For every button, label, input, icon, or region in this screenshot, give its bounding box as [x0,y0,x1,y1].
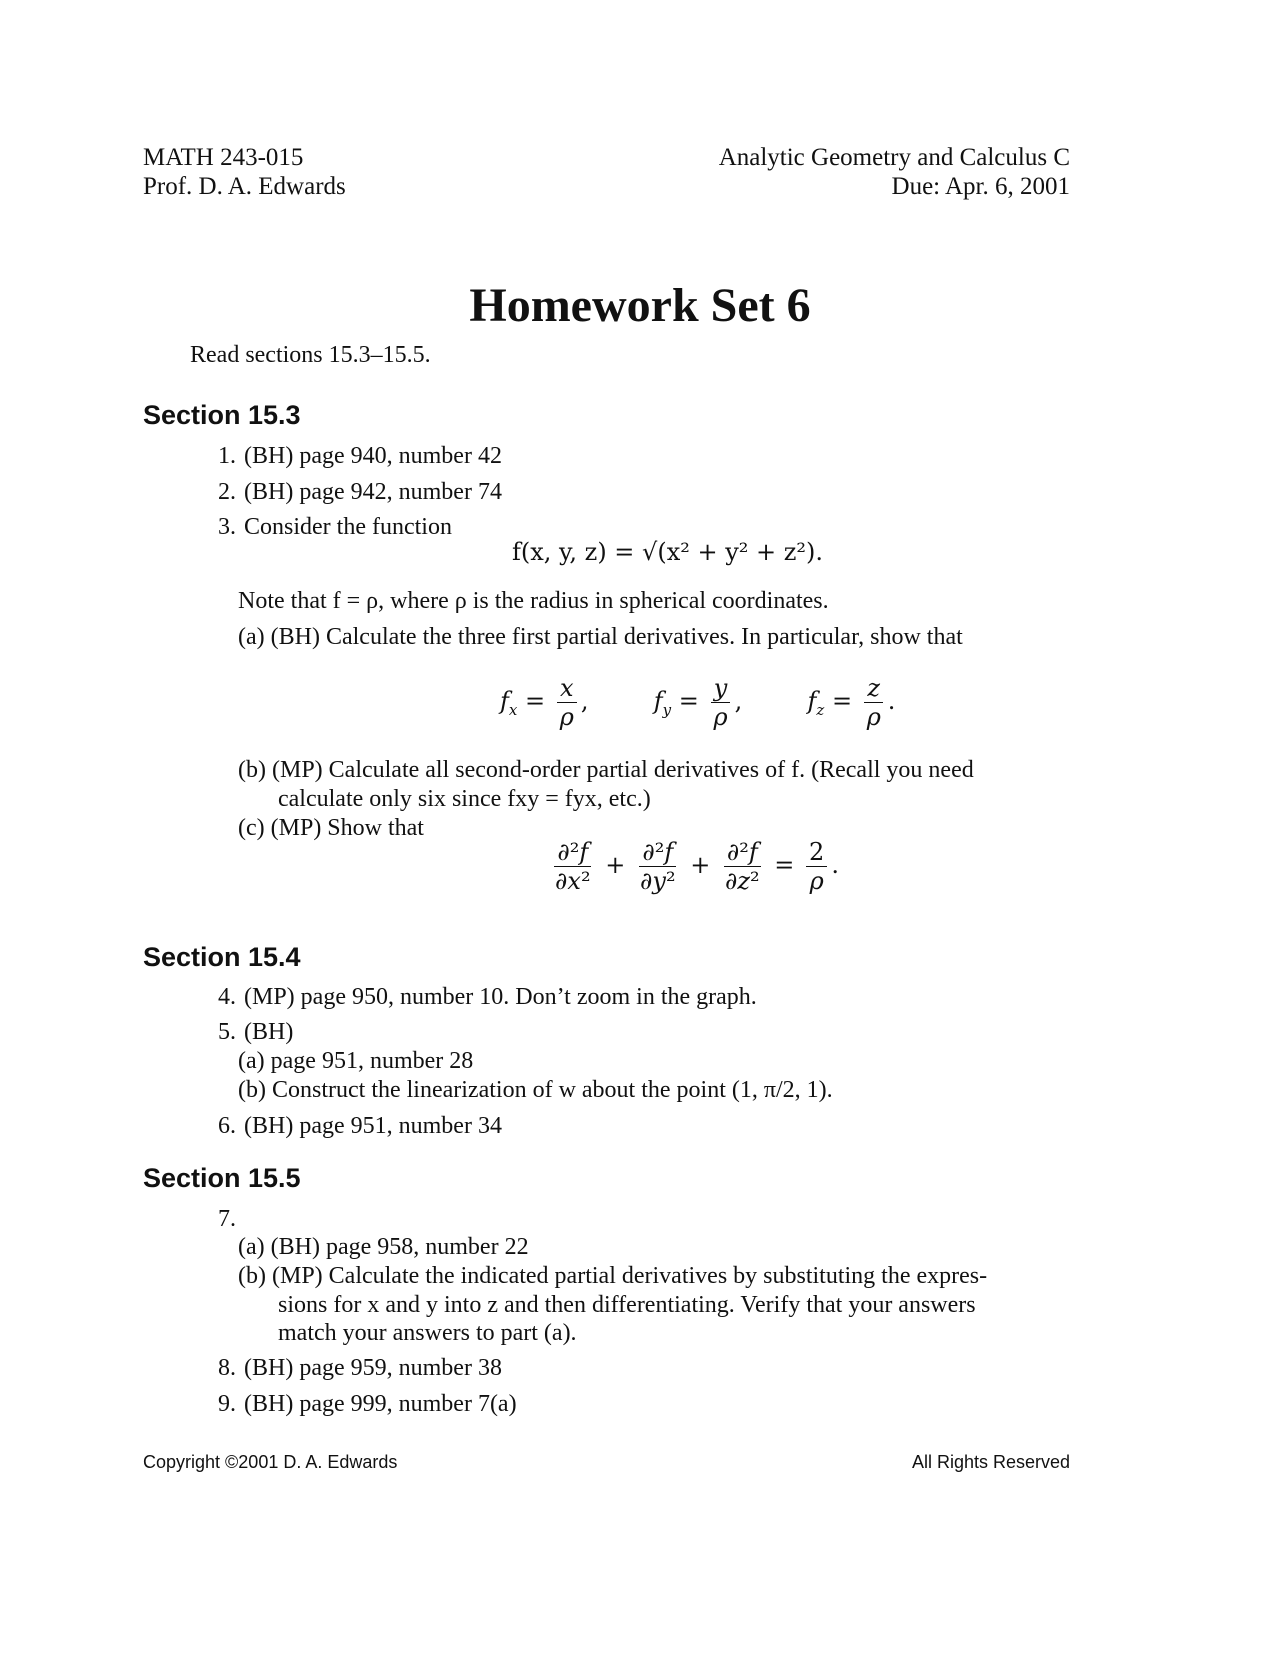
due-date: Due: Apr. 6, 2001 [891,173,1070,200]
subpart-a: (a) (BH) page 958, number 22 [238,1234,529,1260]
problem-number: 9. [218,1391,236,1417]
rights-notice: All Rights Reserved [911,1452,1070,1472]
course-code: MATH 243-015 [143,144,304,171]
problem-note: Note that f = ρ, where ρ is the radius in spherical coordinates. [238,588,829,614]
subpart-b: (b) (MP) Calculate all second-order partial derivatives of f. (Recall you need [238,757,974,783]
problem-item [200,477,502,507]
subpart-b-continued: sions for x and y into z and then differentiating. Verify that your answers [278,1292,976,1318]
problem-text: (BH) page 940, number 42 [244,443,502,469]
subpart-c: (c) (MP) Show that [238,815,424,841]
problem-text: (MP) page 950, number 10. Don’t zoom in the graph. [244,984,757,1010]
problem-text: (BH) page 999, number 7(a) [244,1391,517,1417]
subpart-b-continued: calculate only six since fxy = fyx, etc.) [278,786,651,812]
reading-assignment: Read sections 15.3–15.5. [190,342,431,368]
course-title: Analytic Geometry and Calculus C [718,144,1070,171]
problem-item [200,512,452,542]
problem-item [200,441,502,471]
problem-number: 5. [218,1019,236,1045]
problem-item [200,1353,502,1383]
subpart-b: (b) (MP) Calculate the indicated partial derivatives by substituting the expres- [238,1263,988,1289]
problem-text: (BH) [244,1019,294,1045]
problem-number: 3. [218,514,236,540]
problem-item [200,1389,517,1419]
copyright-notice: Copyright ©2001 D. A. Edwards [143,1452,398,1472]
problem-text: Consider the function [244,514,452,540]
section-heading: Section 15.4 [143,942,301,972]
partial-derivative-equations: $f_x$ = $\frac{x}{\rho}$ , $f_y$ = $\frac{y}{\rho}$ , $f_z$ = $\frac{z}{\rho}$ . [500,674,896,731]
problem-item [200,982,757,1012]
problem-number: 7. [218,1206,236,1232]
laplacian-equation: $\frac{\text{∂²f}}{\text{∂x²}}$ + $\frac{\text{∂²f}}{\text{∂y²}}$ + $\frac{\text{∂²f}}{\text{∂z²}}$ = $\frac{2}{\rho}$ . [555,838,839,895]
subpart-a: (a) page 951, number 28 [238,1048,474,1074]
page-title: Homework Set 6 [469,279,811,332]
problem-number: 6. [218,1113,236,1139]
problem-number: 1. [218,443,236,469]
problem-number: 2. [218,479,236,505]
problem-number: 4. [218,984,236,1010]
problem-text: (BH) page 959, number 38 [244,1355,502,1381]
problem-item [200,1017,293,1047]
problem-item [200,1111,502,1141]
subpart-b-continued: match your answers to part (a). [278,1320,577,1346]
problem-number: 8. [218,1355,236,1381]
problem-text: (BH) page 942, number 74 [244,479,502,505]
professor-name: Prof. D. A. Edwards [143,173,346,200]
subpart-b: (b) Construct the linearization of w about the point (1, π/2, 1). [238,1077,833,1103]
section-heading: Section 15.3 [143,400,301,430]
equation-f: f(x, y, z) = √(x² + y² + z²). [512,538,824,566]
problem-text: (BH) page 951, number 34 [244,1113,502,1139]
section-heading: Section 15.5 [143,1163,301,1193]
subpart-a: (a) (BH) Calculate the three first partial derivatives. In particular, show that [238,624,963,650]
problem-item [200,1204,244,1234]
